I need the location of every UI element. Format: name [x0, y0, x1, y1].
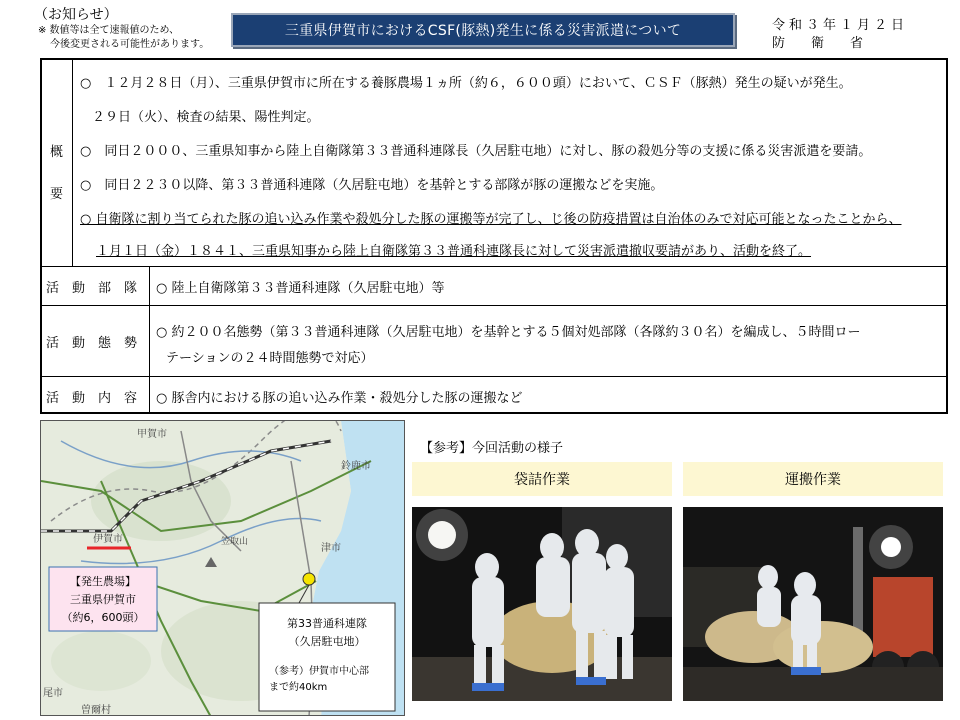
map-graphic: [41, 421, 405, 716]
posture-line-2: テーションの２４時間態勢で対応）: [166, 351, 374, 366]
place-nabari-fragment: 尾市: [43, 688, 63, 699]
issue-date: 令和３年１月２日: [772, 18, 909, 33]
issuing-ministry: 防衛省: [772, 36, 890, 51]
summary-line-5: ○ 自衛隊に割り当てられた豚の追い込み作業や殺処分した豚の運搬等が完了し、じ後の防疫措置は自治体のみで対応可能となったことから、: [80, 212, 902, 227]
place-soni: 曽爾村: [81, 705, 111, 716]
posture-line-1: ○ 約２００名態勢（第３３普通科連隊（久居駐屯地）を基幹とする５個対処部隊（各隊約３０名）を編成し、５時間ロー: [156, 325, 861, 340]
content-label: 活 動 内 容: [46, 391, 138, 406]
note-line-1: ※ 数値等は全て速報値のため、: [38, 25, 180, 36]
place-suzuka: 鈴鹿市: [341, 461, 371, 472]
summary-line-4: ○ 同日２２３０以降、第３３普通科連隊（久居駐屯地）を基幹とする部隊が豚の運搬などを実施。: [80, 178, 664, 193]
notice-label: （お知らせ）: [34, 7, 118, 23]
farm-callout-line-3: （約6，600頭）: [61, 611, 145, 624]
photo-caption-bagging: 袋詰作業: [412, 462, 672, 496]
place-tsu: 津市: [321, 543, 341, 554]
location-map: [40, 420, 405, 716]
summary-label-char-1: 概: [50, 145, 64, 160]
summary-label: [50, 132, 63, 216]
base-callout-line-2: （久居駐屯地）: [288, 635, 366, 648]
base-callout-line-1: 第33普通科連隊: [287, 617, 367, 630]
base-callout-line-3: （参考）伊賀市中心部: [269, 666, 369, 677]
note-line-2: 今後変更される可能性があります。: [50, 39, 210, 50]
farm-callout-line-1: 【発生農場】: [70, 575, 136, 588]
base-callout-line-4: まで約40km: [269, 682, 328, 693]
reference-title: 【参考】今回活動の様子: [420, 441, 564, 456]
base-marker-icon: [303, 573, 315, 585]
summary-line-1: ○ １２月２８日（月）、三重県伊賀市に所在する養豚農場１ヵ所（約６，６００頭）において、ＣＳＦ（豚熱）発生の疑いが発生。: [80, 76, 852, 91]
summary-line-2: ２９日（火）、検査の結果、陽性判定。: [92, 110, 320, 125]
farm-callout-line-2: 三重県伊賀市: [70, 593, 136, 606]
summary-line-3: ○ 同日２０００、三重県知事から陸上自衛隊第３３普通科連隊長（久居駐屯地）に対し、豚の殺処分等の支援に係る災害派遣を要請。: [80, 144, 872, 159]
photo-bagging-work: [412, 507, 672, 701]
summary-label-char-2: 要: [50, 187, 64, 202]
document-title: 三重県伊賀市におけるCSF(豚熱)発生に係る災害派遣について: [231, 13, 735, 47]
units-text: ○ 陸上自衛隊第３３普通科連隊（久居駐屯地）等: [156, 281, 445, 296]
content-text: ○ 豚舎内における豚の追い込み作業・殺処分した豚の運搬など: [156, 391, 523, 406]
summary-line-6: １月１日（金）１８４１、三重県知事から陸上自衛隊第３３普通科連隊長に対して災害派遣撤収要請があり、活動を終了。: [96, 244, 812, 259]
preliminary-note: [38, 24, 209, 52]
place-kasatoriyama: 笠取山: [221, 537, 249, 547]
photo-caption-transport: 運搬作業: [683, 462, 943, 496]
units-label: 活 動 部 隊: [46, 281, 138, 296]
summary-table: [40, 58, 948, 414]
photo-transport-work: [683, 507, 943, 701]
place-koka: 甲賀市: [137, 429, 167, 440]
place-iga: 伊賀市: [93, 534, 123, 545]
posture-label: 活 動 態 勢: [46, 336, 138, 351]
